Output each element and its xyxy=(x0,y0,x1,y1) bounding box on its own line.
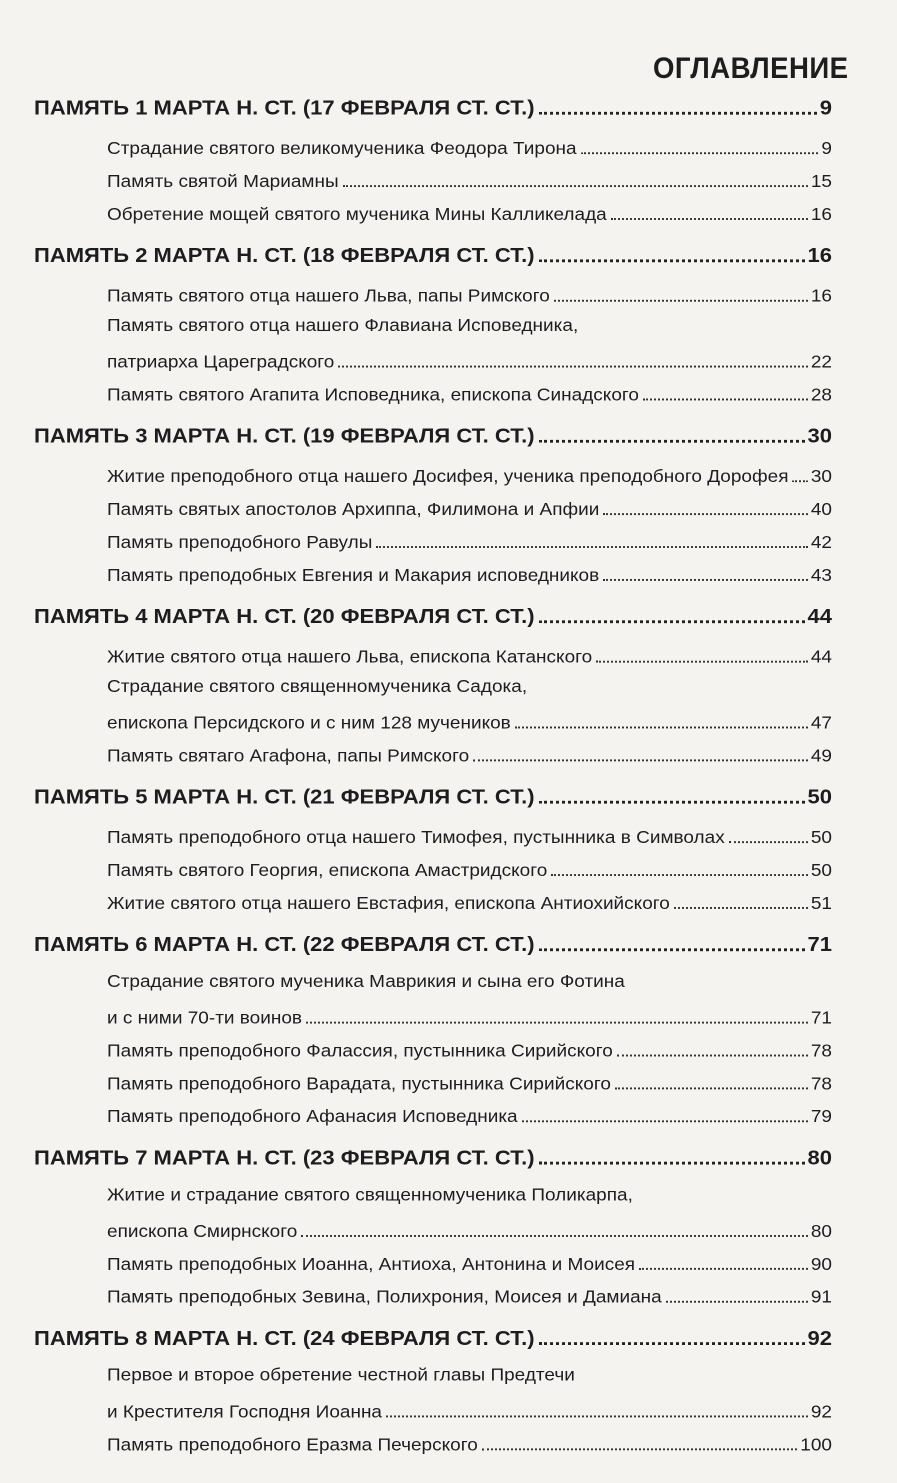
entry-page-number: 43 xyxy=(810,565,832,586)
toc-section-heading[interactable] xyxy=(34,601,832,629)
dot-leader xyxy=(539,948,805,951)
toc-entry[interactable] xyxy=(107,349,832,373)
dot-leader xyxy=(603,579,808,581)
toc-entry[interactable] xyxy=(107,1399,832,1423)
entry-title: Память преподобного Еразма Печерского xyxy=(107,1435,478,1455)
toc-entry-line: Страдание святого священномученика Садока, xyxy=(107,676,528,697)
entry-title: Память преподобного Афанасия Исповедника xyxy=(107,1107,518,1127)
entry-title: Память преподобных Евгения и Макария исповедников xyxy=(107,565,600,586)
section-page-number: 44 xyxy=(807,604,832,628)
entry-page-number: 51 xyxy=(810,893,832,914)
dot-leader xyxy=(792,480,807,482)
entry-title: Житие святого отца нашего Льва, епископа Катанского xyxy=(107,647,593,668)
toc-entry[interactable] xyxy=(107,857,832,881)
dot-leader xyxy=(666,1301,808,1303)
entry-title: Память преподобного Варадата, пустынника Сирийского xyxy=(107,1074,611,1095)
toc-entry[interactable] xyxy=(107,283,832,307)
entry-title: Память святого отца нашего Льва, папы Римского xyxy=(107,286,550,307)
dot-leader xyxy=(343,185,808,187)
entry-page-number: 100 xyxy=(800,1435,832,1455)
dot-leader xyxy=(473,759,808,761)
toc-entry[interactable] xyxy=(107,562,832,586)
entry-page-number: 50 xyxy=(810,828,832,848)
toc-entry[interactable] xyxy=(107,463,832,487)
section-page-number: 30 xyxy=(807,423,832,448)
section-title: ПАМЯТЬ 4 МАРТА Н. СТ. (20 ФЕВРАЛЯ СТ. СТ.) xyxy=(34,604,535,628)
entry-page-number: 91 xyxy=(810,1287,832,1308)
dot-leader xyxy=(603,513,808,515)
entry-page-number: 78 xyxy=(810,1074,832,1095)
dot-leader xyxy=(306,1022,808,1024)
dot-leader xyxy=(617,1055,808,1057)
toc-entry[interactable] xyxy=(107,824,832,848)
entry-title: Память святых апостолов Архиппа, Филимона и Апфии xyxy=(107,500,600,520)
entry-page-number: 22 xyxy=(810,352,832,373)
toc-entry[interactable] xyxy=(107,1251,832,1275)
entry-page-number: 80 xyxy=(810,1221,832,1242)
toc-entry[interactable] xyxy=(107,135,832,159)
toc-entry[interactable] xyxy=(107,1284,832,1308)
toc-entry[interactable] xyxy=(107,644,832,668)
dot-leader xyxy=(338,366,807,368)
entry-page-number: 49 xyxy=(810,746,832,767)
entry-title: Память святаго Агафона, папы Римского xyxy=(107,746,470,767)
toc-section-heading[interactable] xyxy=(34,240,832,268)
entry-title: Память преподобных Иоанна, Антиоха, Антонина и Моисея xyxy=(107,1254,636,1275)
entry-title: Память преподобного Равулы xyxy=(107,532,373,553)
dot-leader xyxy=(596,661,808,663)
section-page-number: 16 xyxy=(807,243,832,267)
section-title: ПАМЯТЬ 7 МАРТА Н. СТ. (23 ФЕВРАЛЯ СТ. СТ.) xyxy=(34,1145,535,1170)
dot-leader xyxy=(386,1415,808,1417)
entry-page-number: 47 xyxy=(810,713,832,734)
section-title: ПАМЯТЬ 5 МАРТА Н. СТ. (21 ФЕВРАЛЯ СТ. СТ.) xyxy=(34,784,535,809)
toc-entry[interactable] xyxy=(107,496,832,520)
dot-leader xyxy=(522,1120,808,1122)
toc-entry-line: Житие и страдание святого священномученика Поликарпа, xyxy=(107,1185,633,1205)
entry-title: и с ними 70-ти воинов xyxy=(107,1008,303,1029)
entry-title: и Крестителя Господня Иоанна xyxy=(107,1402,382,1423)
toc-section-heading[interactable] xyxy=(34,1322,832,1350)
section-title: ПАМЯТЬ 6 МАРТА Н. СТ. (22 ФЕВРАЛЯ СТ. СТ.) xyxy=(34,932,535,956)
dot-leader xyxy=(615,1087,808,1089)
entry-page-number: 79 xyxy=(810,1107,832,1127)
dot-leader xyxy=(301,1235,808,1237)
section-page-number: 9 xyxy=(819,95,832,120)
dot-leader xyxy=(611,218,808,220)
toc-entry-line: Память святого отца нашего Флавиана Исповедника, xyxy=(107,315,579,336)
page-title: ОГЛАВЛЕНИЕ xyxy=(653,52,849,85)
toc-entry[interactable] xyxy=(107,1431,832,1455)
entry-page-number: 71 xyxy=(810,1008,832,1029)
entry-title: Память святого Агапита Исповедника, епископа Синадского xyxy=(107,385,639,406)
entry-title: Память святой Мариамны xyxy=(107,172,339,192)
toc-entry[interactable] xyxy=(107,1103,832,1127)
dot-leader xyxy=(551,874,808,876)
dot-leader xyxy=(539,1342,805,1345)
toc-section-heading[interactable] xyxy=(34,929,832,957)
entry-page-number: 90 xyxy=(810,1254,832,1275)
dot-leader xyxy=(639,1268,808,1270)
toc-entry[interactable] xyxy=(107,1005,832,1029)
dot-leader xyxy=(729,841,808,843)
toc-entry[interactable] xyxy=(107,168,832,192)
dot-leader xyxy=(515,727,808,729)
section-page-number: 92 xyxy=(807,1326,832,1350)
dot-leader xyxy=(539,620,805,623)
entry-page-number: 92 xyxy=(810,1402,832,1423)
section-title: ПАМЯТЬ 1 МАРТА Н. СТ. (17 ФЕВРАЛЯ СТ. СТ.) xyxy=(34,95,535,120)
toc-section-heading[interactable] xyxy=(34,1142,832,1170)
section-page-number: 71 xyxy=(807,932,832,956)
dot-leader xyxy=(539,112,817,115)
toc-entry[interactable] xyxy=(107,1038,832,1062)
toc-entry[interactable] xyxy=(107,382,832,406)
dot-leader xyxy=(539,259,805,262)
dot-leader xyxy=(674,907,808,909)
dot-leader xyxy=(376,546,807,548)
entry-title: епископа Смирнского xyxy=(107,1221,298,1242)
entry-title: Память преподобного отца нашего Тимофея, пустынника в Символах xyxy=(107,828,725,848)
toc-section-heading[interactable] xyxy=(34,92,832,120)
entry-page-number: 42 xyxy=(810,532,832,553)
toc-entry[interactable] xyxy=(107,1218,832,1242)
entry-title: Житие преподобного отца нашего Досифея, ученика преподобного Дорофея xyxy=(107,467,789,487)
dot-leader xyxy=(482,1448,798,1450)
entry-title: Память преподобных Зевина, Полихрония, Моисея и Дамиана xyxy=(107,1287,662,1308)
entry-title: Память святого Георгия, епископа Амастридского xyxy=(107,860,548,881)
toc-entry-line: Первое и второе обретение честной главы Предтечи xyxy=(107,1365,575,1386)
entry-title: Житие святого отца нашего Евстафия, епископа Антиохийского xyxy=(107,893,670,914)
entry-page-number: 40 xyxy=(810,500,832,520)
toc-entry[interactable] xyxy=(107,743,832,767)
entry-title: Страдание святого великомученика Феодора Тирона xyxy=(107,139,577,159)
entry-title: Обретение мощей святого мученика Мины Калликелада xyxy=(107,204,607,225)
toc-entry[interactable] xyxy=(107,201,832,225)
dot-leader xyxy=(581,152,819,154)
section-title: ПАМЯТЬ 3 МАРТА Н. СТ. (19 ФЕВРАЛЯ СТ. СТ.) xyxy=(34,423,535,448)
entry-page-number: 16 xyxy=(810,204,832,225)
entry-title: Память преподобного Фалассия, пустынника Сирийского xyxy=(107,1041,613,1062)
dot-leader xyxy=(643,399,808,401)
toc-entry[interactable] xyxy=(107,1071,832,1095)
entry-page-number: 15 xyxy=(810,172,832,192)
dot-leader xyxy=(539,1162,805,1165)
section-page-number: 80 xyxy=(807,1145,832,1170)
entry-page-number: 50 xyxy=(810,860,832,881)
section-title: ПАМЯТЬ 8 МАРТА Н. СТ. (24 ФЕВРАЛЯ СТ. СТ.) xyxy=(34,1326,535,1350)
dot-leader xyxy=(539,801,805,804)
toc-section-heading[interactable] xyxy=(34,420,832,448)
toc-entry[interactable] xyxy=(107,710,832,734)
entry-page-number: 9 xyxy=(821,139,832,159)
entry-page-number: 78 xyxy=(810,1041,832,1062)
entry-title: патриарха Цареградского xyxy=(107,352,335,373)
dot-leader xyxy=(539,440,805,443)
section-page-number: 50 xyxy=(807,784,832,809)
entry-page-number: 16 xyxy=(810,286,832,307)
entry-title: епископа Персидского и с ним 128 мучеников xyxy=(107,713,511,734)
entry-page-number: 30 xyxy=(810,467,832,487)
toc-entry[interactable] xyxy=(107,890,832,914)
entry-page-number: 28 xyxy=(810,385,832,406)
entry-page-number: 44 xyxy=(810,647,832,668)
toc-section-heading[interactable] xyxy=(34,781,832,809)
toc-entry[interactable] xyxy=(107,529,832,553)
toc-entry-line: Страдание святого мученика Маврикия и сына его Фотина xyxy=(107,971,625,992)
dot-leader xyxy=(554,300,808,302)
section-title: ПАМЯТЬ 2 МАРТА Н. СТ. (18 ФЕВРАЛЯ СТ. СТ.) xyxy=(34,243,535,267)
